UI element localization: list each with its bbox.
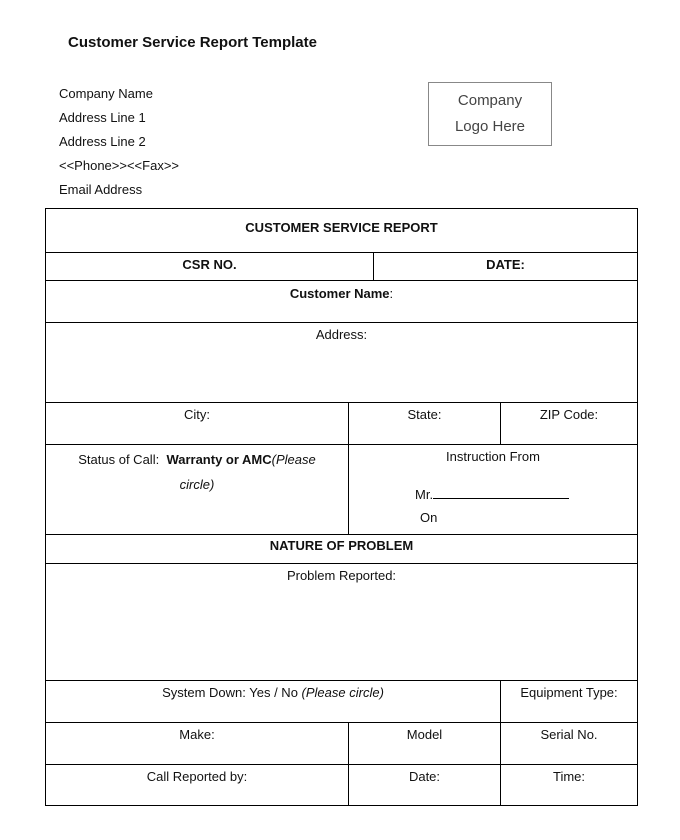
instruction-from-label: Instruction From [446,449,540,464]
system-down-field[interactable] [46,685,500,701]
date-label: DATE: [486,257,525,272]
company-logo-placeholder [428,82,552,146]
warranty-or-amc-option[interactable]: Warranty or AMC [166,452,272,467]
row-divider [46,252,637,253]
make-label: Make: [179,727,215,742]
serial-number-label: Serial No. [540,727,598,742]
company-name: Company Name [59,86,153,101]
row-divider [46,722,637,723]
call-time-label: Time: [552,769,586,784]
call-date-label: Date: [408,769,441,784]
row-divider [46,402,637,403]
address-line-2: Address Line 2 [59,134,146,149]
status-note-end: circle) [179,477,215,492]
instruction-on-label: On [420,510,438,525]
form-header: CUSTOMER SERVICE REPORT [245,220,438,235]
problem-reported-label: Problem Reported: [286,568,397,583]
address-label: Address: [315,327,368,342]
equipment-type-label: Equipment Type: [520,685,618,700]
status-of-call-field [46,447,348,497]
logo-text-line-2: Logo Here [454,118,526,135]
mr-blank-line[interactable] [433,486,569,499]
row-divider [46,444,637,445]
row-divider [46,680,637,681]
status-of-call-label: Status of Call: [78,452,160,467]
row-divider [46,563,637,564]
customer-name-label: Customer Name [289,286,390,301]
company-info [59,82,299,197]
system-down-label: System Down: Yes / No [162,685,298,700]
logo-text-line-1: Company [457,92,523,109]
zip-code-label: ZIP Code: [539,407,599,422]
status-note-start: (Please [271,452,316,467]
nature-of-problem-header: NATURE OF PROBLEM [269,538,414,553]
system-down-note: (Please circle) [301,685,384,700]
report-form [45,208,638,806]
customer-name-field[interactable] [46,286,637,302]
customer-name-colon: : [389,286,394,301]
instruction-mr-field[interactable] [415,486,569,503]
row-divider [46,280,637,281]
call-reported-by-label: Call Reported by: [146,769,248,784]
mr-label: Mr. [415,487,434,502]
row-divider [46,534,637,535]
model-label: Model [406,727,443,742]
document-title: Customer Service Report Template [68,34,317,51]
city-label: City: [184,407,210,422]
csr-number-label: CSR NO. [182,257,237,272]
address-line-1: Address Line 1 [59,110,146,125]
phone-fax: <<Phone>><<Fax>> [59,158,179,173]
row-divider [46,764,637,765]
state-label: State: [407,407,442,422]
email-address: Email Address [59,182,143,197]
row-divider [46,322,637,323]
